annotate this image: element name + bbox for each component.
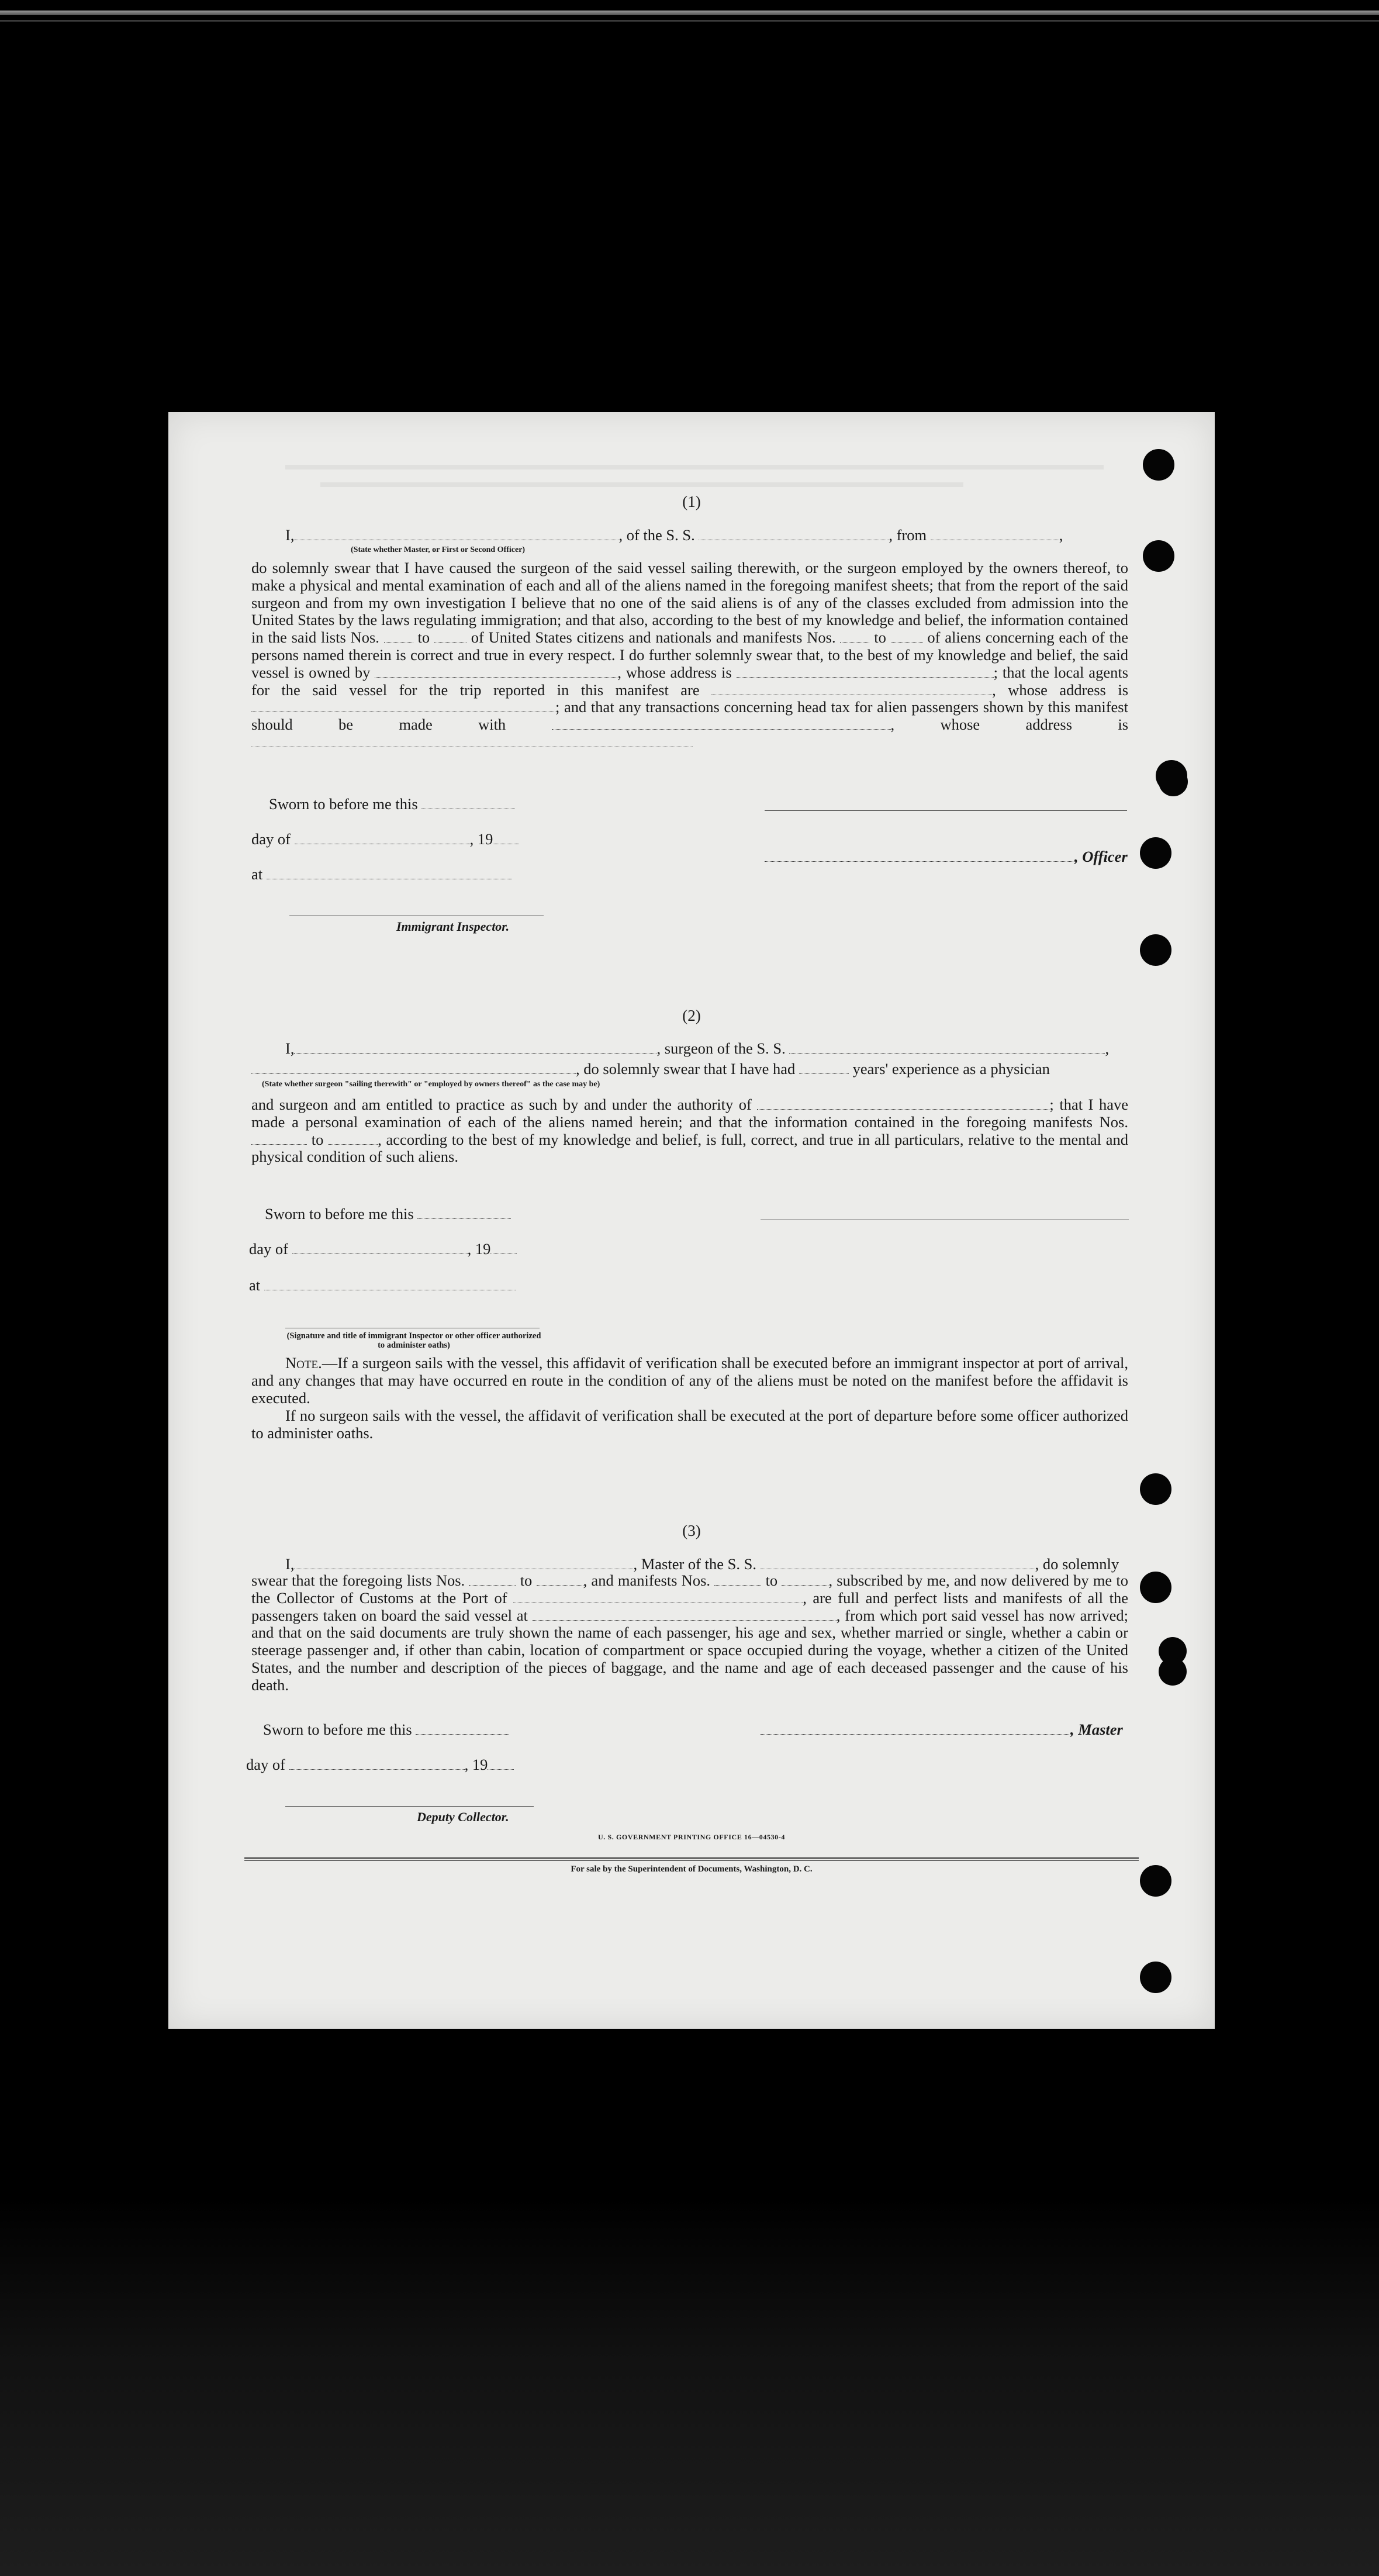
- s3-sworn-day-field[interactable]: [416, 1722, 509, 1735]
- s1-inspector-caption: Immigrant Inspector.: [396, 919, 510, 934]
- s1-us-citizens: of United States citizens and nationals and manifests Nos.: [471, 629, 836, 647]
- s1-whose-address: , whose address is: [617, 663, 732, 681]
- s1-to-1: to: [417, 629, 430, 647]
- s2-at-field[interactable]: [264, 1278, 516, 1290]
- s2-line1-end: ,: [1105, 1040, 1110, 1057]
- s3-do-solemnly: , do solemnly: [1035, 1555, 1119, 1573]
- s2-surgeon-label: (State whether surgeon "sailing therewith" or "employed by owners thereof" as the case may be): [262, 1080, 600, 1089]
- s3-year-prefix: , 19: [464, 1756, 488, 1773]
- s3-to-2: to: [765, 1572, 778, 1589]
- s3-name-field[interactable]: [294, 1557, 633, 1569]
- s3-swear-lists: swear that the foregoing lists Nos.: [251, 1572, 465, 1589]
- film-bottom-area: [0, 2198, 1379, 2576]
- s1-day-of: [251, 830, 519, 848]
- for-sale-notice: For sale by the Superintendent of Documents, Washington, D. C.: [571, 1864, 813, 1874]
- s2-note: [251, 1355, 1128, 1407]
- punch-hole: [1159, 1658, 1187, 1686]
- gpo-imprint: U. S. GOVERNMENT PRINTING OFFICE 16—04530-4: [598, 1833, 785, 1841]
- s1-from: , from: [889, 526, 927, 544]
- s2-at-text: at: [249, 1276, 261, 1294]
- s2-surgeon-type-field[interactable]: [251, 1062, 576, 1074]
- section-2-number: (2): [682, 1007, 701, 1024]
- s2-surgeon-of: , surgeon of the S. S.: [656, 1040, 786, 1057]
- bleed-through-line: [285, 465, 1104, 469]
- s1-agents-field[interactable]: [711, 683, 992, 695]
- punch-hole: [1140, 1572, 1171, 1603]
- s3-deputy-caption: Deputy Collector.: [417, 1810, 509, 1824]
- s2-signature-caption: (Signature and title of immigrant Inspector or other officer authorized to administer oaths): [286, 1331, 541, 1350]
- s1-lists-to-field[interactable]: [434, 630, 466, 643]
- s1-from-field[interactable]: [931, 528, 1059, 540]
- s2-year-prefix: , 19: [467, 1240, 491, 1258]
- s3-ship-field[interactable]: [761, 1557, 1035, 1569]
- s3-month-field[interactable]: [289, 1757, 465, 1770]
- s1-manifests-to-field[interactable]: [891, 630, 923, 643]
- s1-owner-address-field[interactable]: [737, 665, 994, 678]
- s1-year-prefix: , 19: [469, 830, 493, 848]
- s3-master-field[interactable]: [761, 1722, 1070, 1735]
- s1-i: I,: [285, 526, 295, 544]
- s2-note-2: [251, 1407, 1128, 1442]
- s2-note-text: —If a surgeon sails with the vessel, this affidavit of verification shall be executed before an immigrant inspector at port of arrival, and any changes that may have occurred en route in the condition of any of the aliens must be noted on the manifest before the affidavit is executed.: [251, 1354, 1128, 1407]
- s1-to-2: to: [874, 629, 886, 647]
- s3-sworn: [263, 1721, 509, 1739]
- punch-hole: [1140, 1473, 1171, 1505]
- s3-day-of-text: day of: [246, 1756, 285, 1773]
- s1-aliens-concerning: of aliens concerning each of the persons named therein is correct and true in every respect. I do further solemnly swear that, to the best of my knowledge and belief, the said vessel is owned by: [251, 629, 1128, 681]
- s1-lists-from-field[interactable]: [384, 630, 413, 643]
- s3-full-lists: , are full and perfect lists and manifests of all the passengers taken on board the said vessel at: [251, 1589, 1128, 1624]
- punch-hole: [1143, 540, 1174, 572]
- s2-authority-field[interactable]: [757, 1097, 1049, 1110]
- s2-swear: , do solemnly swear that I have had: [576, 1060, 796, 1078]
- s3-to-1: to: [520, 1572, 533, 1589]
- s1-officer-label: , Officer: [1074, 848, 1128, 865]
- punch-hole: [1140, 934, 1171, 966]
- footer-rule: [244, 1857, 1139, 1861]
- s1-agents-address-field[interactable]: [251, 700, 555, 712]
- s3-master-label: , Master: [1070, 1721, 1123, 1738]
- s3-collector-line[interactable]: [285, 1805, 534, 1807]
- s1-name-field[interactable]: [294, 528, 618, 540]
- s1-head-tax-field[interactable]: [552, 717, 891, 730]
- s2-month-field[interactable]: [292, 1242, 468, 1254]
- s3-subscribed: , subscribed by me, and now delivered by me to the Collector of Customs at the Port of: [251, 1572, 1129, 1607]
- s1-line1: [285, 526, 1063, 544]
- s1-at-text: at: [251, 865, 263, 883]
- s3-manifests: , and manifests Nos.: [583, 1572, 711, 1589]
- s1-line1-end: ,: [1059, 526, 1063, 544]
- s3-lists-to-field[interactable]: [537, 1573, 583, 1586]
- s1-ship-field[interactable]: [699, 528, 889, 540]
- s2-authority: and surgeon and am entitled to practice as such by and under the authority of: [251, 1096, 752, 1113]
- s2-years-field[interactable]: [799, 1062, 849, 1074]
- s2-at: [249, 1276, 516, 1294]
- s1-owner-field[interactable]: [375, 665, 617, 678]
- s1-at: [251, 865, 512, 883]
- s2-sworn-day-field[interactable]: [417, 1207, 511, 1219]
- s2-line1: [285, 1040, 1109, 1058]
- s1-comma: ,: [992, 681, 996, 699]
- punch-hole: [1140, 837, 1171, 869]
- s2-body-a: that I have made a personal examination of each of the aliens named herein; and that the information contained in the foregoing manifests Nos.: [251, 1096, 1129, 1131]
- s2-note-2-text: If no surgeon sails with the vessel, the affidavit of verification shall be executed at the port of departure before some officer authorized to administer oaths.: [251, 1407, 1128, 1442]
- s3-master-row: [761, 1721, 1123, 1739]
- s2-line2: [251, 1060, 1050, 1078]
- s1-body-text: do solemnly swear that I have caused the surgeon of the said vessel sailing therewith, or the surgeon employed by the owners thereof, to make a physical and mental examination of each and all of the aliens named in the foregoing manifest sheets; that from the report of the said surgeon and from my own investigation I believe that no one of the said aliens is of any of the classes excluded from admission into the United States by the laws regulating immigration; and that also, according to the best of my knowledge and belief, the information contained in the said lists Nos.: [251, 559, 1128, 647]
- film-top-border-secondary: [0, 20, 1379, 22]
- s2-name-field[interactable]: [294, 1041, 656, 1054]
- s2-day-of: [249, 1240, 517, 1258]
- s1-sworn-text: Sworn to before me this: [269, 795, 418, 813]
- s2-note-label: Note.: [285, 1354, 322, 1372]
- s1-of-ss: , of the S. S.: [618, 526, 695, 544]
- film-top-border: [0, 11, 1379, 15]
- s3-sworn-text: Sworn to before me this: [263, 1721, 412, 1738]
- s2-body: [251, 1096, 1128, 1166]
- bleed-through-line: [320, 482, 963, 487]
- s2-i: I,: [285, 1040, 295, 1057]
- s3-port-field[interactable]: [513, 1591, 803, 1603]
- section-3-number: (3): [682, 1522, 701, 1539]
- s3-from-which: , from which: [836, 1606, 918, 1624]
- s1-sworn: [269, 795, 515, 813]
- s2-manifests-to-field[interactable]: [328, 1132, 378, 1145]
- s1-rank-label: (State whether Master, or First or Second Officer): [351, 545, 526, 554]
- s1-local-agents: that the local agents for the said vessel for the trip reported in this manifest are: [251, 663, 1129, 699]
- s3-day-of: [246, 1756, 514, 1774]
- s3-lists-from-field[interactable]: [469, 1573, 516, 1586]
- s2-body-b: , according to the best of my knowledge and belief, is full, correct, and true in all particulars, relative to the mental and physical condition of such aliens.: [251, 1130, 1129, 1166]
- punch-hole: [1159, 767, 1188, 796]
- s3-i: I,: [285, 1555, 295, 1573]
- s3-body-text: port said vessel has now arrived; and that on the said documents are truly shown the name of each passenger, his age and sex, whether married or single, whether a cabin or steerage passenger and, if other than cabin, location of compartment or space occupied during the voyage, whether a citizen of the United States, and the number and description of the pieces of baggage, and the name and age of each deceased passenger and the cause of his death.: [251, 1606, 1129, 1694]
- s1-officer-row: [765, 848, 1128, 866]
- s3-manifests-to-field[interactable]: [782, 1573, 828, 1586]
- s1-officer-field[interactable]: [765, 850, 1074, 862]
- s1-body: [251, 560, 1128, 751]
- s2-signature-line[interactable]: [761, 1219, 1129, 1220]
- s1-whose-address-2: whose address is: [1008, 681, 1129, 699]
- document-sheet: [168, 412, 1215, 2029]
- s2-year-field[interactable]: [490, 1242, 517, 1254]
- s1-head-tax: ; and that any transactions concerning head tax for alien passengers shown by this manifest should be made with: [251, 698, 1128, 734]
- s2-inspector-line[interactable]: [285, 1327, 540, 1328]
- s1-head-tax-address-field[interactable]: [251, 735, 693, 747]
- s3-body: [251, 1572, 1128, 1694]
- s2-manifests-from-field[interactable]: [251, 1132, 307, 1145]
- s1-signature-line[interactable]: [765, 810, 1127, 811]
- s1-month-field[interactable]: [295, 832, 470, 844]
- s3-boarded-at-field[interactable]: [533, 1608, 837, 1621]
- s3-line1: [285, 1555, 1119, 1573]
- punch-hole: [1140, 1962, 1171, 1993]
- s2-day-of-text: day of: [249, 1240, 288, 1258]
- s3-manifests-from-field[interactable]: [714, 1573, 761, 1586]
- s1-whose-address-3: , whose address is: [890, 716, 1129, 734]
- s2-sworn: [265, 1205, 511, 1223]
- punch-hole: [1140, 1865, 1171, 1897]
- s3-master-of: , Master of the S. S.: [633, 1555, 756, 1573]
- s1-semicolon: ;: [993, 663, 998, 681]
- s1-sworn-day-field[interactable]: [421, 797, 515, 809]
- section-1-number: (1): [682, 493, 701, 510]
- s1-day-of-text: day of: [251, 830, 291, 848]
- s1-manifests-from-field[interactable]: [840, 630, 869, 643]
- s3-year-field[interactable]: [488, 1757, 514, 1770]
- s2-semicolon: ;: [1049, 1096, 1054, 1113]
- s1-inspector-line[interactable]: [289, 915, 544, 916]
- s1-at-field[interactable]: [267, 867, 512, 879]
- punch-hole: [1143, 449, 1174, 481]
- s1-year-field[interactable]: [493, 832, 519, 844]
- s2-ship-field[interactable]: [789, 1041, 1105, 1054]
- s2-sworn-text: Sworn to before me this: [265, 1205, 414, 1223]
- s2-to: to: [311, 1130, 324, 1148]
- s2-years-text: years' experience as a physician: [852, 1060, 1050, 1078]
